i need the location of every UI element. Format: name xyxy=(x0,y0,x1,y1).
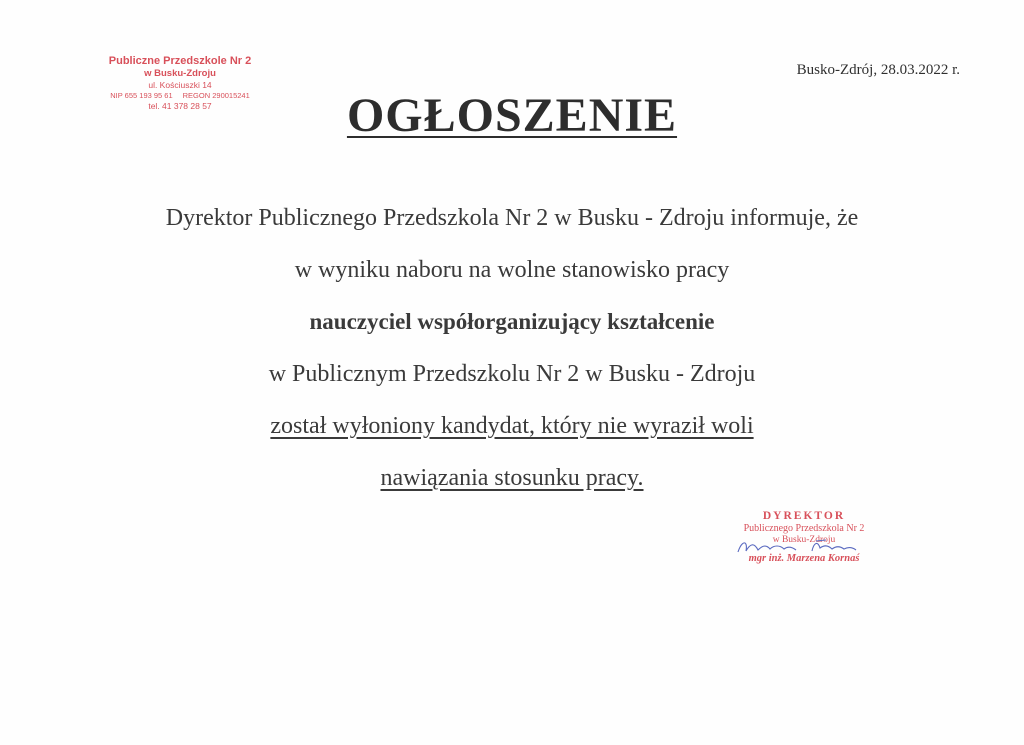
announcement-body xyxy=(0,198,1024,510)
stamp-school-street: ul. Kościuszki 14 xyxy=(148,80,212,90)
director-stamp-city: w Busku-Zdroju xyxy=(772,535,836,545)
body-line-5 xyxy=(0,406,1024,458)
body-line-5-text: został wyłoniony kandydat, który nie wyraził woli xyxy=(270,413,754,439)
body-line-6 xyxy=(0,458,1024,510)
director-stamp-name: mgr inż. Marzena Kornaś xyxy=(748,553,860,564)
stamp-school-city: w Busku-Zdroju xyxy=(144,68,216,79)
body-line-6-text: nawiązania stosunku pracy. xyxy=(380,465,644,491)
handwritten-signature xyxy=(734,536,864,558)
document-date: Busko-Zdrój, 28.03.2022 r. xyxy=(796,62,960,78)
stamp-school-regon: REGON 290015241 xyxy=(182,91,250,100)
director-stamp-school: Publicznego Przedszkola Nr 2 xyxy=(743,523,865,534)
stamp-school-tel: tel. 41 378 28 57 xyxy=(148,101,212,111)
body-line-1: Dyrektor Publicznego Przedszkola Nr 2 w Busku - Zdroju informuje, że xyxy=(165,205,859,231)
body-line-2: w wyniku naboru na wolne stanowisko pracy xyxy=(294,257,730,283)
document-title xyxy=(0,88,1024,143)
stamp-school-name: Publiczne Przedszkole Nr 2 xyxy=(108,55,252,67)
document-title-text: OGŁOSZENIE xyxy=(346,89,678,142)
body-line-4: w Publicznym Przedszkolu Nr 2 w Busku - Zdroju xyxy=(268,361,756,387)
stamp-school-nip: NIP 655 193 95 61 xyxy=(110,91,173,100)
body-line-position: nauczyciel współorganizujący kształcenie xyxy=(309,309,715,334)
director-stamp-title: DYREKTOR xyxy=(762,510,846,522)
